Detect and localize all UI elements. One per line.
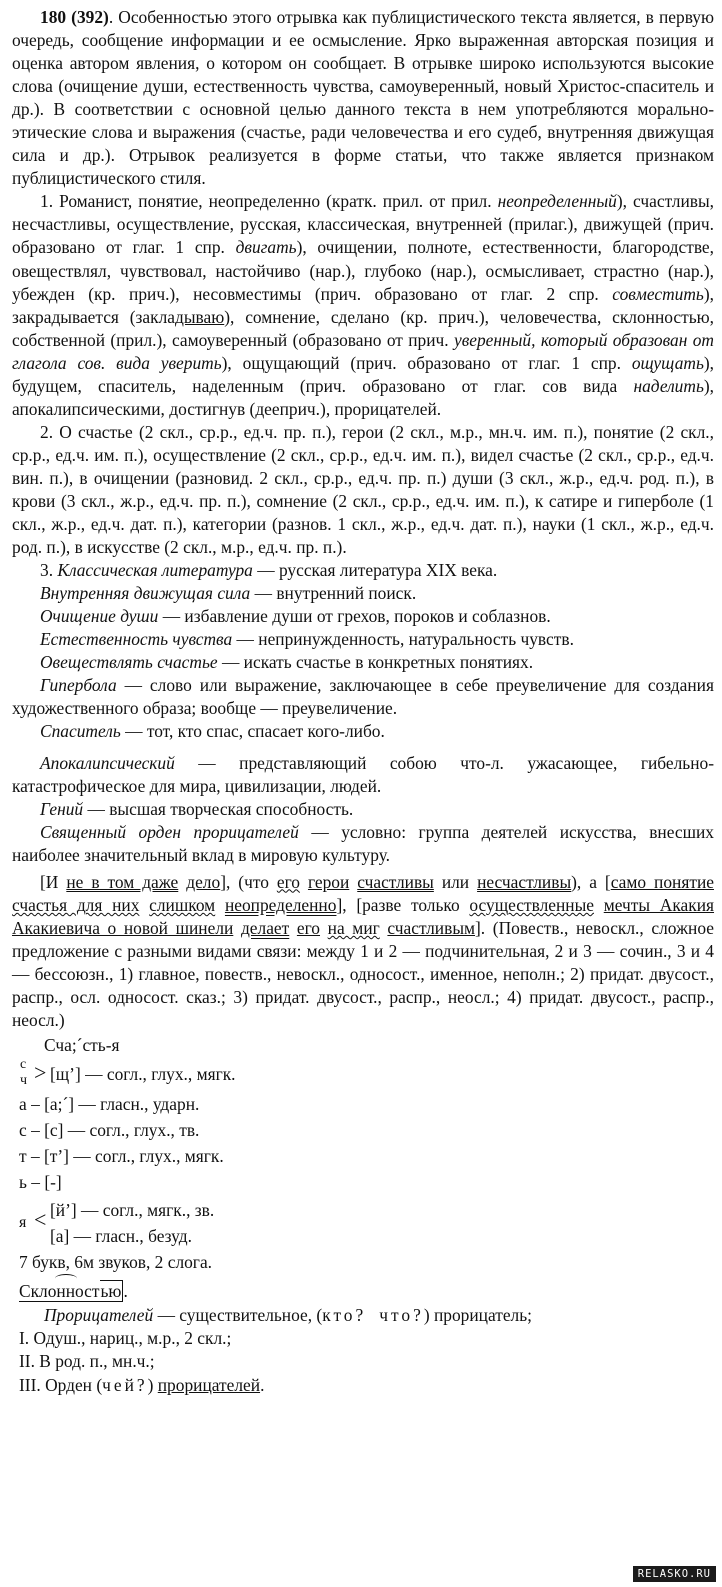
glossary-entry: Очищение души — избавление души от грехов, пороков и соблазнов. [40, 606, 551, 627]
phonetic-row: ь – [-] [19, 1172, 62, 1193]
glossary-entry: Естественность чувства — непринужденность, натуральность чувств. [40, 629, 574, 650]
glossary-entry: 3. Классическая литература — русская литература XIX века. [40, 560, 498, 581]
task-1-paragraph: 1. Романист, понятие, неопределенно (кратк. прил. от прил. неопределенный), счастливы, несчастливы, осуществление, русская, классическая, внутренней (прилаг.), движущей (прич. образовано от глаг. 1 спр. двигать), очищении, полноте, естественности, благородстве, овеществлял, чувствовал, настойчиво (нар.), глубоко (нар.), осмысливает, страстно (нар.), убежден (кр. прич.), несовместимы (прич. образовано от глаг. 2 спр. совместить), закрадывается (закладываю), сомнение, сделано (кр. прич.), человечества, склонностью, собственной (прил.), самоуверенный (образовано от прич. уверенный, который образован от глагола сов. вида уверить), ощущающий (прич. образовано от глаг. 1 спр. ощущать), будущем, спаситель, наделенным (прич. образовано от глаг. сов вида наделить), апокалипсическими, достигнув (дееприч.), прорицателей. [12, 191, 715, 419]
syntax-analysis: [И не в том даже дело], (что его герои счастливы или несчастливы), а [само понятие счастья для них слишком неопределенно], [разве только осуществленные мечты Акакия Акакиевича о новой шинели делает его на миг счастливым]. (Повеств., невоскл., сложное предложение с разными видами связи: между 1 и 2 — подчинительная, 2 и 3 — сочин., 3 и 4 — бессоюзн., 1) главное, повеств., невоскл., односост., именное, неполн.; 2) придат. двусост., распр., осл. односост. сказ.; 3) придат. двусост., распр., неосл.; 4) придат. двусост., распр., неосл.) [12, 871, 715, 1031]
phonetic-word: Сча;´сть-я [44, 1035, 120, 1056]
glossary-entry: Священный орден прорицателей — условно: группа деятелей искусства, внесших наиболее значительный вклад в мировую культуру. [12, 821, 714, 865]
phonetic-summary: 7 букв, 6м звуков, 2 слога. [19, 1252, 213, 1273]
phonetic-row: а – [а;´] — гласн., ударн. [19, 1094, 200, 1115]
task-3-glossary [12, 559, 714, 867]
glossary-entry: Овеществлять счастье — искать счастье в конкретных понятиях. [40, 652, 534, 673]
split-icon: < [34, 1207, 47, 1233]
exercise-intro: 180 (392). Особенностью этого отрывка как публицистического текста является, в первую очередь, сообщение информации и ее осмысление. Ярко выраженная авторская позиция и оценка автором явления, о котором он сообщает. В отрывке широко используются высокие слова (очищение души, естественность чувства, самоуверенный, новый Христос-спаситель и др.). В соответствии с основной целью данного текста в нем употребляются морально-этические слова и выражения (счастье, ради человечества и его судеб, внутренняя движущая сила и др.). Отрывок реализуется в форме статьи, что также является признаком публицистического стиля. [12, 7, 714, 189]
phonetic-sch-row: с ч > [щ’] — согл., глух., мягк. [20, 1057, 236, 1089]
morpheme-ending: ью [100, 1281, 122, 1302]
brace-icon: > [34, 1060, 47, 1086]
morpheme-root: клонност [30, 1281, 100, 1302]
phonetic-analysis [12, 1034, 714, 1274]
phonetic-row: с – [с] — согл., глух., тв. [19, 1120, 200, 1141]
morphemic-analysis: Склонностью . [12, 1274, 714, 1303]
phonetic-ya-row: [й’] — согл., мягк., зв. я < [а] — гласн., безуд. [19, 1200, 215, 1247]
glossary-entry: Спаситель — тот, кто спас, спасает кого-либо. [40, 721, 385, 742]
morphological-analysis: Прорицателей — существительное, (кто? что?) прорицатель; I. Одуш., нариц., м.р., 2 скл.; II. В род. п., мн.ч.; III. Орден (чей?) прорицателей. [19, 1305, 532, 1395]
exercise-number: 180 (392) [40, 7, 109, 27]
glossary-entry: Апокалипсический — представляющий собою что-л. ужасающее, гибельно-катастрофическое для мира, цивилизации, людей. [12, 752, 714, 796]
site-watermark: RELASKO.RU [633, 1566, 716, 1582]
glossary-entry: Гений — высшая творческая способность. [40, 798, 354, 819]
morpheme-prefix: С [19, 1281, 31, 1302]
task-2-paragraph: 2. О счастье (2 скл., ср.р., ед.ч. пр. п.), герои (2 скл., м.р., мн.ч. им. п.), понятие (2 скл., ср.р., ед.ч. им. п.), осуществление (2 скл., ср.р., ед.ч. им. п.), видел счастье (2 скл., ср.р., ед.ч. вин. п.), в очищении (разновид. 2 скл., ср.р., ед.ч. пр. п.) души (3 скл., ж.р., ед.ч. род. п.), в крови (3 скл., ж.р., ед.ч. пр. п.), сомнение (2 скл., ср.р., ед.ч. им. п.), к сатире и гиперболе (1 скл., ж.р., ед.ч. дат. п.), категории (разнов. 1 скл., ж.р., ед.ч. дат. п.), науки (1 скл., ж.р., ед.ч. род. п.), в искусстве (2 скл., м.р., ед.ч. пр. п.). [12, 421, 714, 558]
phonetic-row: т – [т’] — согл., глух., мягк. [19, 1146, 224, 1167]
textbook-page [12, 6, 714, 1397]
glossary-entry: Гипербола — слово или выражение, заключающее в себе преувеличение для создания художественного образа; вообще — преувеличение. [12, 675, 714, 719]
glossary-entry: Внутренняя движущая сила — внутренний поиск. [40, 583, 417, 604]
